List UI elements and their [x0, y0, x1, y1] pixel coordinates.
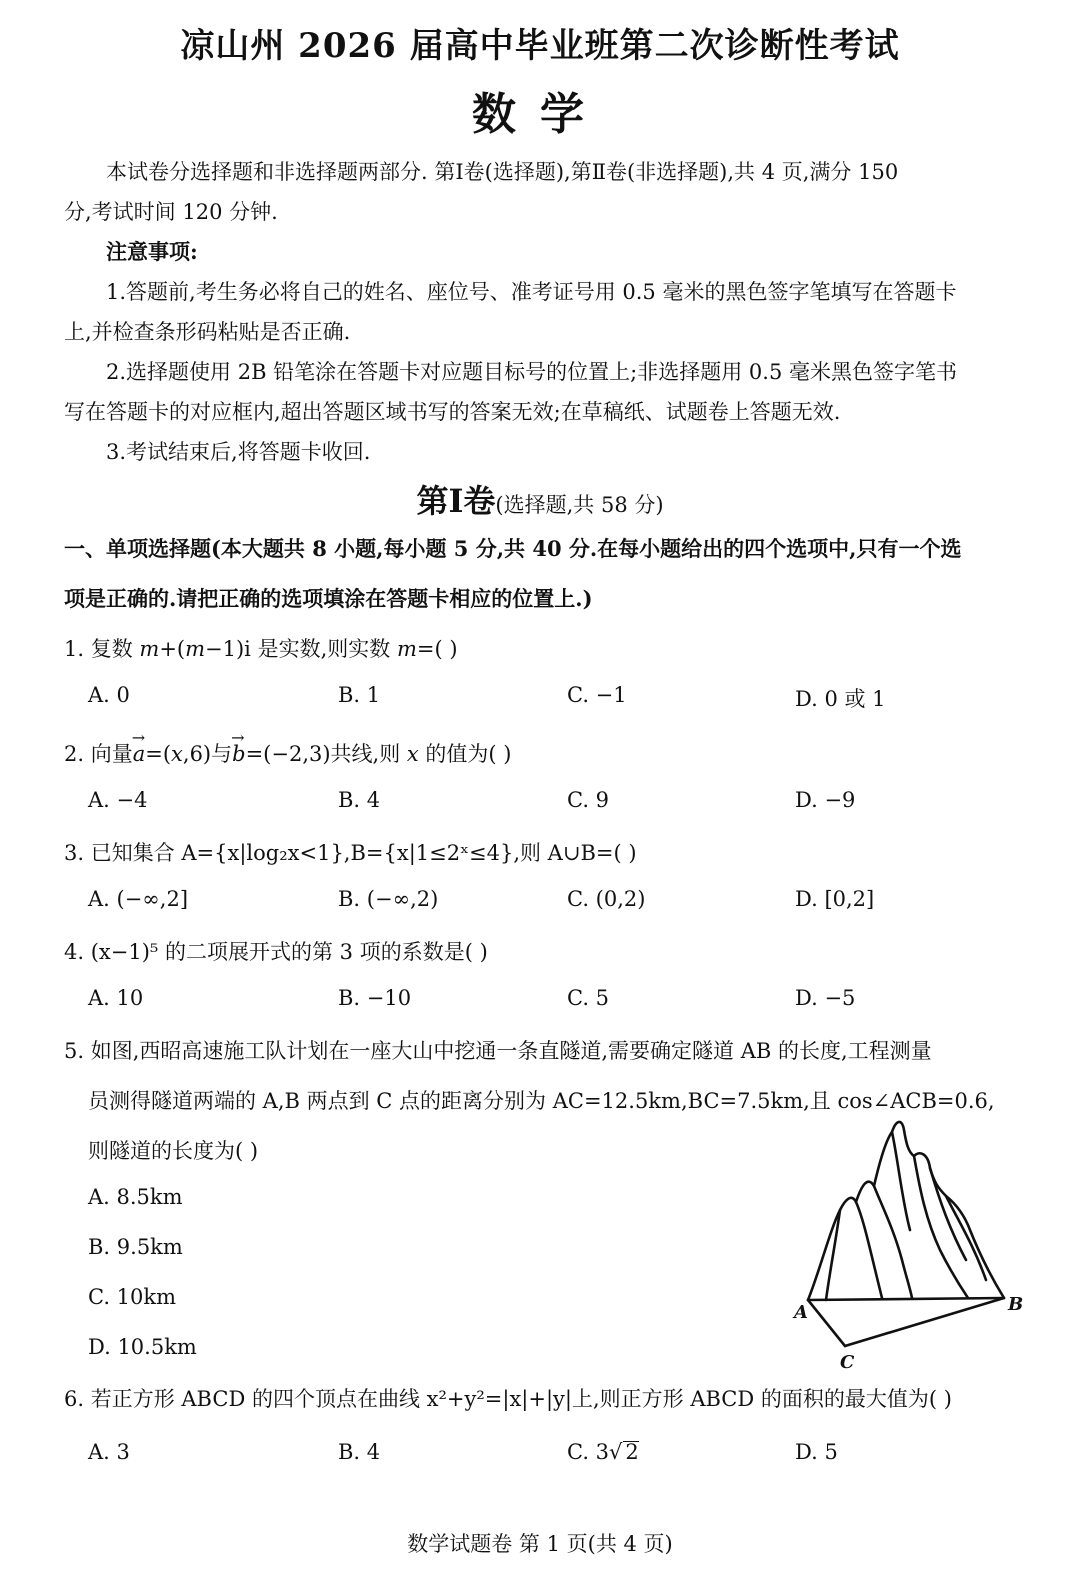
label-point-b: B	[1008, 1294, 1024, 1315]
q3-option-c[interactable]: C. (0,2)	[567, 887, 646, 911]
q2-part: =(−2,3)共线,则	[245, 742, 407, 766]
q1-option-b[interactable]: B. 1	[338, 683, 381, 707]
q5-option-b[interactable]: B. 9.5km	[88, 1235, 183, 1259]
q3-option-d[interactable]: D. [0,2]	[795, 887, 875, 911]
notice-1-line-2: 上,并检查条形码粘贴是否正确.	[64, 320, 351, 344]
mountain-ridge	[946, 1196, 986, 1280]
q4-option-d[interactable]: D. −5	[795, 986, 856, 1010]
section-1-title: 第Ⅰ卷	[416, 482, 496, 520]
question-5-line-2: 员测得隧道两端的 A,B 两点到 C 点的距离分别为 AC=12.5km,BC=7.5km,且 cos∠ACB=0.6,	[88, 1089, 995, 1113]
subject-title: 数学	[472, 89, 608, 140]
q5-option-d[interactable]: D. 10.5km	[88, 1335, 197, 1359]
section-1-heading	[0, 476, 1080, 522]
question-2-stem	[64, 738, 512, 768]
q2-part: ,6)与	[182, 742, 233, 766]
q5-option-a[interactable]: A. 8.5km	[88, 1185, 183, 1209]
part-1-line-2: 项是正确的.请把正确的选项填涂在答题卡相应的位置上.)	[64, 586, 593, 611]
q2-option-d[interactable]: D. −9	[795, 788, 856, 812]
q1-part: −1)i 是实数,则实数	[205, 637, 397, 661]
page-footer: 数学试题卷 第 1 页(共 4 页)	[407, 1532, 673, 1556]
vector-a: → a	[133, 742, 146, 766]
mountain-tunnel-figure	[790, 1110, 1040, 1380]
exam-title: 凉山州 2026 届高中毕业班第二次诊断性考试	[180, 26, 900, 66]
q2-var: x	[171, 742, 183, 766]
intro-line-2: 分,考试时间 120 分钟.	[64, 200, 278, 224]
q6-option-c-radicand: 2	[625, 1440, 639, 1464]
sqrt-symbol: √	[609, 1440, 623, 1464]
q3-option-b[interactable]: B. (−∞,2)	[338, 887, 439, 911]
notice-3: 3.考试结束后,将答题卡收回.	[106, 440, 371, 464]
q6-option-d[interactable]: D. 5	[795, 1440, 838, 1464]
question-5-line-3: 则隧道的长度为( )	[88, 1139, 259, 1163]
q1-var: m	[185, 637, 206, 661]
question-1-stem	[64, 633, 458, 663]
vector-b: → b	[232, 742, 245, 766]
q2-var: x	[406, 742, 419, 766]
q4-option-a[interactable]: A. 10	[88, 986, 144, 1010]
mountain-ridge	[874, 1186, 912, 1298]
label-point-c: C	[840, 1352, 855, 1373]
q4-option-b[interactable]: B. −10	[338, 986, 412, 1010]
q1-var: m	[396, 637, 417, 661]
q1-part: =( )	[416, 637, 458, 661]
q1-option-c[interactable]: C. −1	[567, 683, 627, 707]
label-point-a: A	[794, 1302, 808, 1323]
q1-part: 1. 复数	[64, 637, 140, 661]
notice-2-line-1: 2.选择题使用 2B 铅笔涂在答题卡对应题目标号的位置上;非选择题用 0.5 毫米黑色签字笔书	[106, 360, 957, 384]
q1-option-a[interactable]: A. 0	[88, 683, 130, 707]
q2-part: 2. 向量	[64, 742, 133, 766]
mountain-ridge	[856, 1202, 882, 1298]
segment-bc	[845, 1298, 1004, 1346]
q2-option-c[interactable]: C. 9	[567, 788, 610, 812]
question-3-stem: 3. 已知集合 A={x|log₂x<1},B={x|1≤2ˣ≤4},则 A∪B=( )	[64, 841, 637, 865]
q1-option-d[interactable]: D. 0 或 1	[795, 687, 886, 711]
q4-option-c[interactable]: C. 5	[567, 986, 610, 1010]
intro-line-1: 本试卷分选择题和非选择题两部分. 第Ⅰ卷(选择题),第Ⅱ卷(非选择题),共 4 页,满分 150	[106, 160, 899, 184]
q2-option-b[interactable]: B. 4	[338, 788, 381, 812]
q2-part: =(	[145, 742, 172, 766]
question-5-line-1: 5. 如图,西昭高速施工队计划在一座大山中挖通一条直隧道,需要确定隧道 AB 的长度,工程测量	[64, 1039, 932, 1063]
part-1-line-1: 一、单项选择题(本大题共 8 小题,每小题 5 分,共 40 分.在每小题给出的四个选项中,只有一个选	[64, 536, 962, 561]
q6-option-c-prefix: C. 3	[567, 1440, 610, 1464]
question-4-stem: 4. (x−1)⁵ 的二项展开式的第 3 项的系数是( )	[64, 940, 488, 964]
q6-option-b[interactable]: B. 4	[338, 1440, 381, 1464]
q1-var: m	[139, 637, 160, 661]
q2-option-a[interactable]: A. −4	[88, 788, 148, 812]
q6-option-c[interactable]	[567, 1440, 639, 1464]
notice-2-line-2: 写在答题卡的对应框内,超出答题区域书写的答案无效;在草稿纸、试题卷上答题无效.	[64, 400, 841, 424]
q1-part: +(	[159, 637, 186, 661]
tunnel-line-ab	[808, 1298, 1004, 1300]
question-6-stem: 6. 若正方形 ABCD 的四个顶点在曲线 x²+y²=|x|+|y|上,则正方形 ABCD 的面积的最大值为( )	[64, 1387, 952, 1411]
q3-option-a[interactable]: A. (−∞,2]	[88, 887, 189, 911]
mountain-ridge	[914, 1156, 968, 1298]
notice-title: 注意事项:	[106, 239, 198, 264]
q6-option-a[interactable]: A. 3	[88, 1440, 130, 1464]
segment-ac	[808, 1300, 845, 1346]
q5-option-c[interactable]: C. 10km	[88, 1285, 177, 1309]
notice-1-line-1: 1.答题前,考生务必将自己的姓名、座位号、准考证号用 0.5 毫米的黑色签字笔填写在答题卡	[106, 280, 957, 304]
q2-part: 的值为( )	[418, 742, 512, 766]
section-1-subtitle: (选择题,共 58 分)	[495, 493, 664, 517]
